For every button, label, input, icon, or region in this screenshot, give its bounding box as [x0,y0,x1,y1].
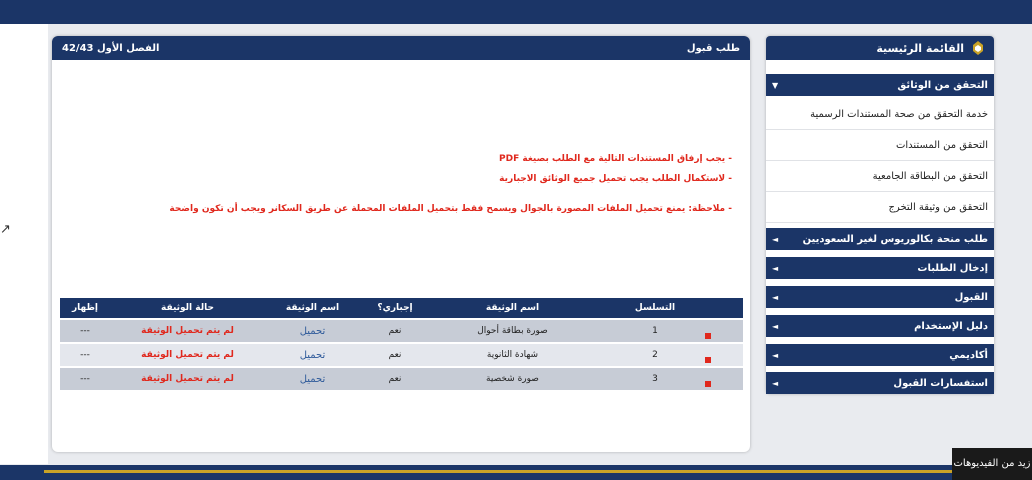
menu-user-guide[interactable] [766,315,994,337]
menu-label: القبول [954,291,988,303]
sidebar-header [766,36,994,60]
upload-link[interactable]: تحميل [299,349,326,361]
panel-title: طلب قبول [686,42,740,54]
documents-table [60,298,743,390]
menu-enter-requests[interactable] [766,257,994,279]
note-scanner: - ملاحظة: يمنع تحميل الملفات المصورة بالجوال ويسمح فقط بتحميل الملفات المحملة عن طريق السكانر ويجب أن تكون واضحة [169,204,732,214]
show-cell: --- [80,374,90,384]
menu-verify-documents[interactable] [766,74,994,96]
bullet-icon [705,381,711,387]
note-pdf: - يجب إرفاق المستندات التالية مع الطلب بصيغة PDF [499,154,732,164]
table-row [60,344,743,366]
table-row [60,320,743,342]
header-doc-file: اسم الوثيقة [285,303,340,313]
main-menu-sidebar [766,36,994,394]
serial-cell: 2 [595,350,715,360]
chevron-left-icon: ◄ [772,292,779,302]
menu-academic[interactable] [766,344,994,366]
status-cell: لم يتم تحميل الوثيقة [141,350,234,360]
header-status: حالة الوثيقة [161,303,214,313]
table-header [60,298,743,318]
show-cell: --- [80,350,90,360]
mouse-cursor-icon: ↗ [0,222,11,237]
menu-label: استفسارات القبول [893,377,988,389]
subitem-graduation-doc[interactable]: التحقق من وثيقة التخرج [766,193,994,223]
doc-name-cell: صورة بطاقة أحوال [477,326,548,336]
menu-label: أكاديمي [949,349,988,361]
header-doc-name: اسم الوثيقة [485,303,540,313]
chevron-left-icon: ◄ [772,263,779,273]
chevron-left-icon: ◄ [772,234,779,244]
gold-divider [44,470,1004,473]
serial-cell: 3 [595,374,715,384]
subitem-university-card[interactable]: التحقق من البطاقة الجامعية [766,162,994,192]
required-cell: نعم [388,374,402,384]
note-required: - لاستكمال الطلب يجب تحميل جميع الوثائق الاجبارية [499,174,732,184]
status-cell: لم يتم تحميل الوثيقة [141,374,234,384]
subitem-verify-docs[interactable]: التحقق من المستندات [766,131,994,161]
panel-header [52,36,750,60]
serial-cell: 1 [595,326,715,336]
header-show: إظهار [71,303,99,313]
upload-link[interactable]: تحميل [299,325,326,337]
menu-label: إدخال الطلبات [917,262,988,274]
table-row [60,368,743,390]
sidebar-title: القائمة الرئيسية [876,41,964,55]
term-label: الفصل الأول 42/43 [62,42,160,54]
show-cell: --- [80,326,90,336]
admission-request-panel [52,36,750,452]
left-background [0,24,48,464]
subitem-official-docs[interactable]: خدمة التحقق من صحة المستندات الرسمية [766,100,994,130]
chevron-left-icon: ◄ [772,350,779,360]
menu-admission[interactable] [766,286,994,308]
chevron-down-icon: ▼ [772,80,779,90]
header-required: إجباري؟ [377,303,413,313]
chevron-left-icon: ◄ [772,378,779,388]
menu-label: التحقق من الوثائق [897,79,988,91]
upload-link[interactable]: تحميل [299,373,326,385]
required-cell: نعم [388,350,402,360]
top-bar [0,0,1032,24]
header-serial: التسلسل [634,303,676,313]
menu-label: دليل الإستخدام [914,320,988,332]
doc-name-cell: شهادة الثانوية [486,350,539,360]
university-logo-icon [970,40,986,56]
chevron-left-icon: ◄ [772,321,779,331]
doc-name-cell: صورة شخصية [486,374,539,384]
menu-label: طلب منحة بكالوريوس لغير السعوديين [802,233,988,245]
menu-scholarship[interactable] [766,228,994,250]
status-cell: لم يتم تحميل الوثيقة [141,326,234,336]
bullet-icon [705,357,711,363]
required-cell: نعم [388,326,402,336]
menu-admission-inquiries[interactable] [766,372,994,394]
more-videos-button[interactable]: زيد من الفيديوهات [952,448,1032,480]
bullet-icon [705,333,711,339]
